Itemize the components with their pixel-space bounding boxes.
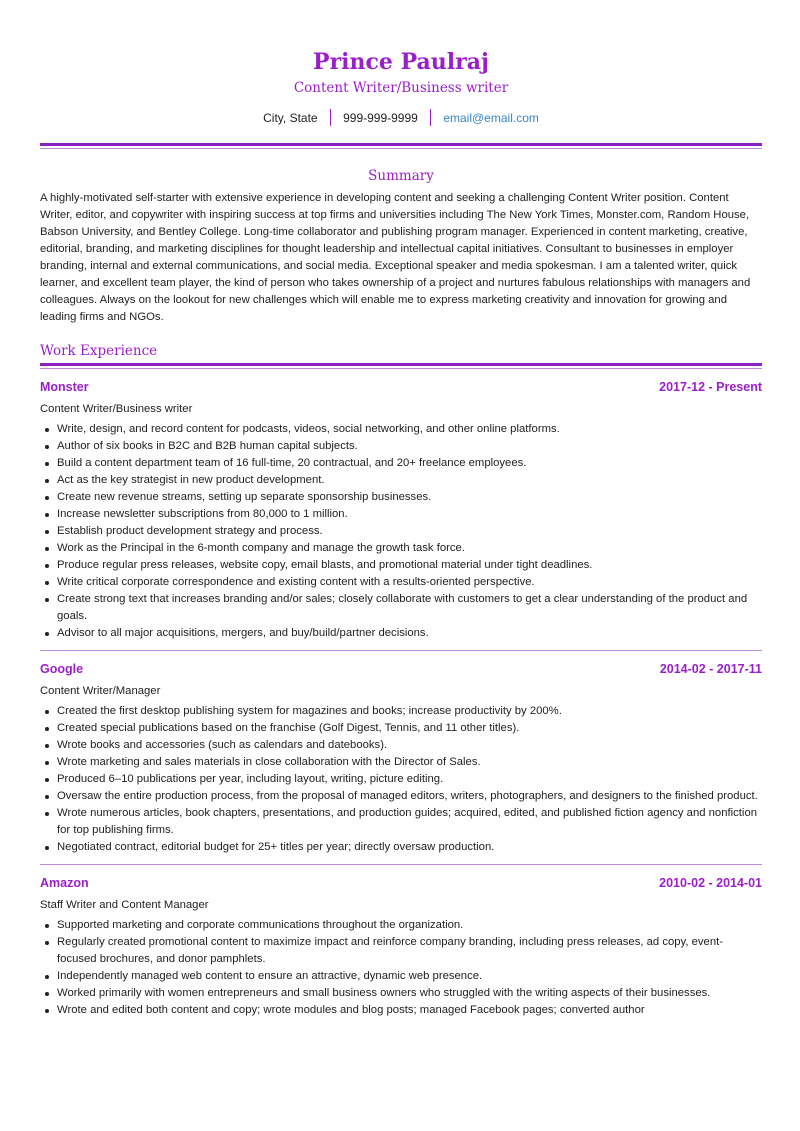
job-bullet: Write, design, and record content for podcasts, videos, social networking, and other online platforms. [57,421,762,438]
job-bullet-list [40,703,762,856]
job-bullet: Created the first desktop publishing system for magazines and books; increase productivity by 200%. [57,703,762,720]
job-bullet-list [40,917,762,1019]
job-bullet: Advisor to all major acquisitions, mergers, and buy/build/partner decisions. [57,625,762,642]
job-bullet: Created special publications based on the franchise (Golf Digest, Tennis, and 11 other titles). [57,720,762,737]
job-bullet: Wrote marketing and sales materials in close collaboration with the Director of Sales. [57,754,762,771]
job-header [40,661,762,678]
job-bullet: Increase newsletter subscriptions from 80,000 to 1 million. [57,506,762,523]
header-divider-thick [40,143,762,146]
job-bullet: Write critical corporate correspondence and existing content with a results-oriented perspective. [57,574,762,591]
job-header [40,875,762,892]
job-dates: 2010-02 - 2014-01 [659,876,762,890]
job-entry [40,661,762,865]
job-dates: 2017-12 - Present [659,380,762,394]
job-bullet: Supported marketing and corporate communications throughout the organization. [57,917,762,934]
job-bullet: Act as the key strategist in new product development. [57,472,762,489]
contact-separator [430,109,432,126]
job-bullet-list [40,421,762,642]
job-bullet: Create strong text that increases branding and/or sales; closely collaborate with customers to get a clear understanding of the product and goals. [57,591,762,625]
job-bullet: Regularly created promotional content to maximize impact and reinforce company branding, including press releases, ad copy, event-focused brochures, and donor pamphlets. [57,934,762,968]
job-bullet: Worked primarily with women entrepreneurs and small business owners who struggled with the writing aspects of their businesses. [57,985,762,1002]
job-divider [40,650,762,651]
contact-separator [330,109,332,126]
job-bullet: Oversaw the entire production process, from the proposal of managed editors, writers, photographers, and designers to the finished product. [57,788,762,805]
summary-text: A highly-motivated self-starter with extensive experience in developing content and seeking a challenging Content Writer position. Content Writer, editor, and copywriter with inspiring success at top firms and universities including The New York Times, Monster.com, Random House, Babson University, and Bentley College. Long-time collaborator and publishing program manager. Experienced in content marketing, creative, editorial, branding, and marketing disciplines for thought leadership and intellectual capital initiatives. Consultant to businesses in employer branding, internal and external communications, and social media. Exceptional speaker and media spokesman. I am a talented writer, quick learner, and excellent team player, the kind of person who takes ownership of a project and nurtures fabulous relationships with managers and colleagues. Always on the lookout for new challenges which will enable me to express marketing creativity and innovation for growing and leading firms and NGOs. [40,192,751,323]
job-entry [40,379,762,651]
summary-heading: Summary [368,168,434,184]
job-entry [40,875,762,1019]
job-role: Content Writer/Manager [40,685,161,697]
job-role: Staff Writer and Content Manager [40,899,209,911]
job-bullet: Wrote numerous articles, book chapters, presentations, and production guides; acquired, edited, and published fiction agency and nonfiction for top publishing firms. [57,805,762,839]
header-divider-thin [40,148,762,149]
job-bullet: Negotiated contract, editorial budget for 25+ titles per year; directly oversaw production. [57,839,762,856]
job-bullet: Produce regular press releases, website copy, email blasts, and promotional material under tight deadlines. [57,557,762,574]
jobs-list [40,379,762,1019]
job-bullet: Author of six books in B2C and B2B human capital subjects. [57,438,762,455]
contact-phone: 999-999-9999 [343,110,418,125]
job-bullet: Wrote and edited both content and copy; wrote modules and blog posts; managed Facebook pages; converted author [57,1002,762,1019]
section-divider-thick [40,363,762,366]
candidate-title: Content Writer/Business writer [293,80,509,96]
job-bullet: Work as the Principal in the 6-month company and manage the growth task force. [57,540,762,557]
job-bullet: Build a content department team of 16 full-time, 20 contractual, and 20+ freelance employees. [57,455,762,472]
job-company: Monster [40,380,89,394]
job-company: Google [40,662,84,676]
job-divider [40,864,762,865]
work-experience-heading: Work Experience [40,343,158,359]
job-company: Amazon [40,876,89,890]
candidate-name: Prince Paulraj [313,49,489,75]
resume-header [40,0,762,126]
contact-email-link[interactable]: email@email.com [443,110,539,125]
contact-line [40,109,762,126]
job-bullet: Independently managed web content to ensure an attractive, dynamic web presence. [57,968,762,985]
job-dates: 2014-02 - 2017-11 [659,662,762,676]
job-bullet: Wrote books and accessories (such as calendars and datebooks). [57,737,762,754]
contact-location: City, State [263,110,318,125]
job-bullet: Create new revenue streams, setting up separate sponsorship businesses. [57,489,762,506]
job-role: Content Writer/Business writer [40,403,193,415]
job-bullet: Establish product development strategy and process. [57,523,762,540]
job-bullet: Produced 6–10 publications per year, including layout, writing, picture editing. [57,771,762,788]
section-divider-thin [40,368,762,369]
job-header [40,379,762,396]
